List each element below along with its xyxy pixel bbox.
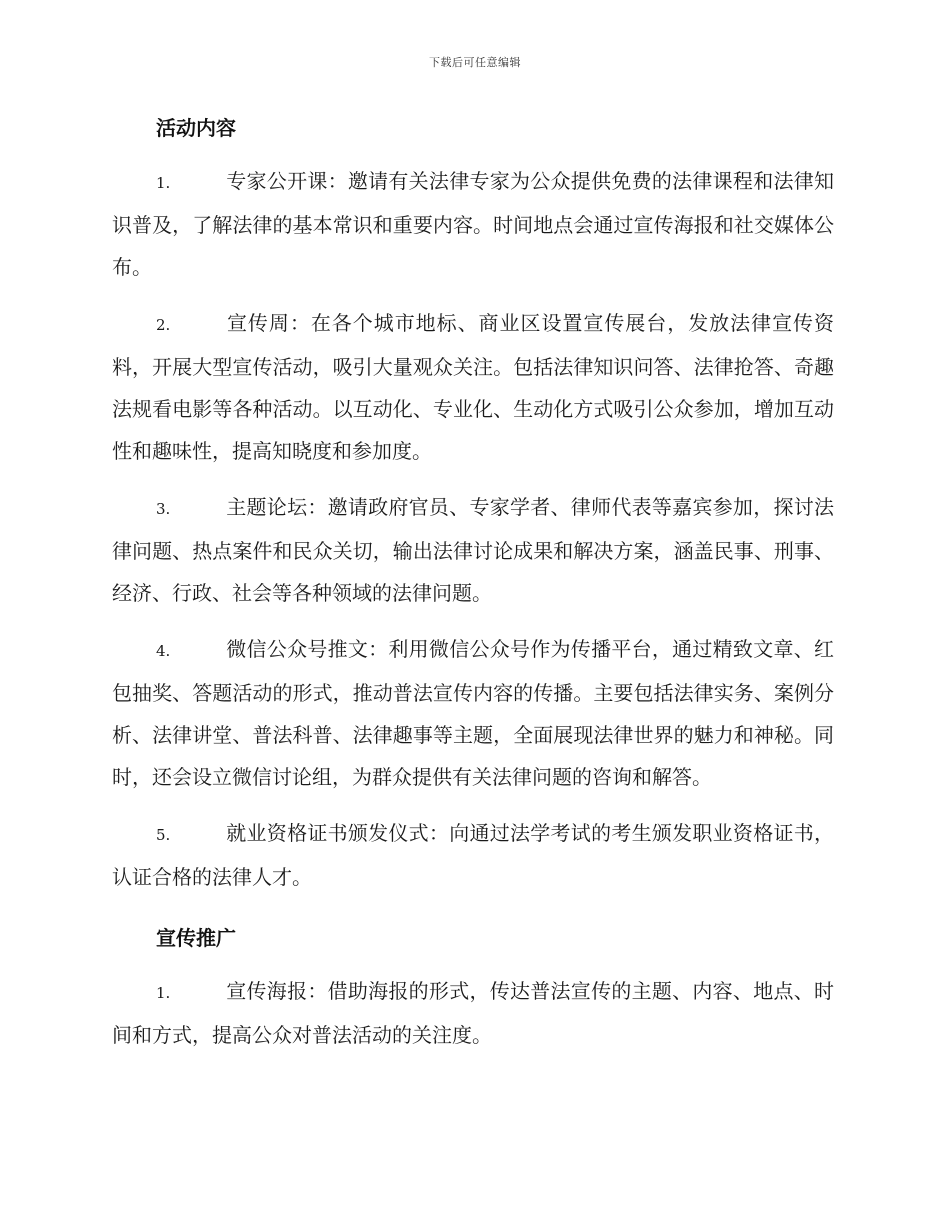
header-note: 下载后可任意编辑 [429, 56, 521, 69]
list-item [112, 160, 834, 288]
item-number: 3. [156, 500, 171, 518]
item-text: 宣传周：在各个城市地标、商业区设置宣传展台，发放法律宣传资料，开展大型宣传活动，吸引大量观众关注。包括法律知识问答、法律抢答、奇趣法规看电影等各种活动。以互动化、专业化、生动化方式吸引公众参加，增加互动性和趣味性，提高知晓度和参加度。 [112, 311, 834, 463]
list-item [112, 302, 834, 472]
item-number: 4. [156, 642, 171, 660]
list-item [112, 628, 834, 798]
item-number: 1. [156, 174, 171, 192]
item-text: 微信公众号推文：利用微信公众号作为传播平台，通过精致文章、红包抽奖、答题活动的形式，推动普法宣传内容的传播。主要包括法律实务、案例分析、法律讲堂、普法科普、法律趣事等主题，全面展现法律世界的魅力和神秘。同时，还会设立微信讨论组，为群众提供有关法律问题的咨询和解答。 [112, 637, 834, 789]
section-activity-content [112, 110, 834, 898]
list-item [112, 486, 834, 614]
item-text: 专家公开课：邀请有关法律专家为公众提供免费的法律课程和法律知识普及，了解法律的基本常识和重要内容。时间地点会通过宣传海报和社交媒体公布。 [112, 169, 834, 279]
item-text: 主题论坛：邀请政府官员、专家学者、律师代表等嘉宾参加，探讨法律问题、热点案件和民众关切，输出法律讨论成果和解决方案，涵盖民事、刑事、经济、行政、社会等各种领域的法律问题。 [112, 495, 834, 605]
item-text: 宣传海报：借助海报的形式，传达普法宣传的主题、内容、地点、时间和方式，提高公众对普法活动的关注度。 [112, 979, 834, 1047]
list-item [112, 970, 834, 1056]
document-body [112, 110, 834, 1070]
item-number: 2. [156, 316, 171, 334]
item-text: 就业资格证书颁发仪式：向通过法学考试的考生颁发职业资格证书，认证合格的法律人才。 [112, 821, 834, 889]
section-heading: 宣传推广 [156, 926, 236, 950]
section-heading: 活动内容 [156, 116, 236, 140]
item-number: 5. [156, 826, 171, 844]
item-number: 1. [156, 984, 171, 1002]
section-promotion [112, 920, 834, 1056]
list-item [112, 812, 834, 898]
